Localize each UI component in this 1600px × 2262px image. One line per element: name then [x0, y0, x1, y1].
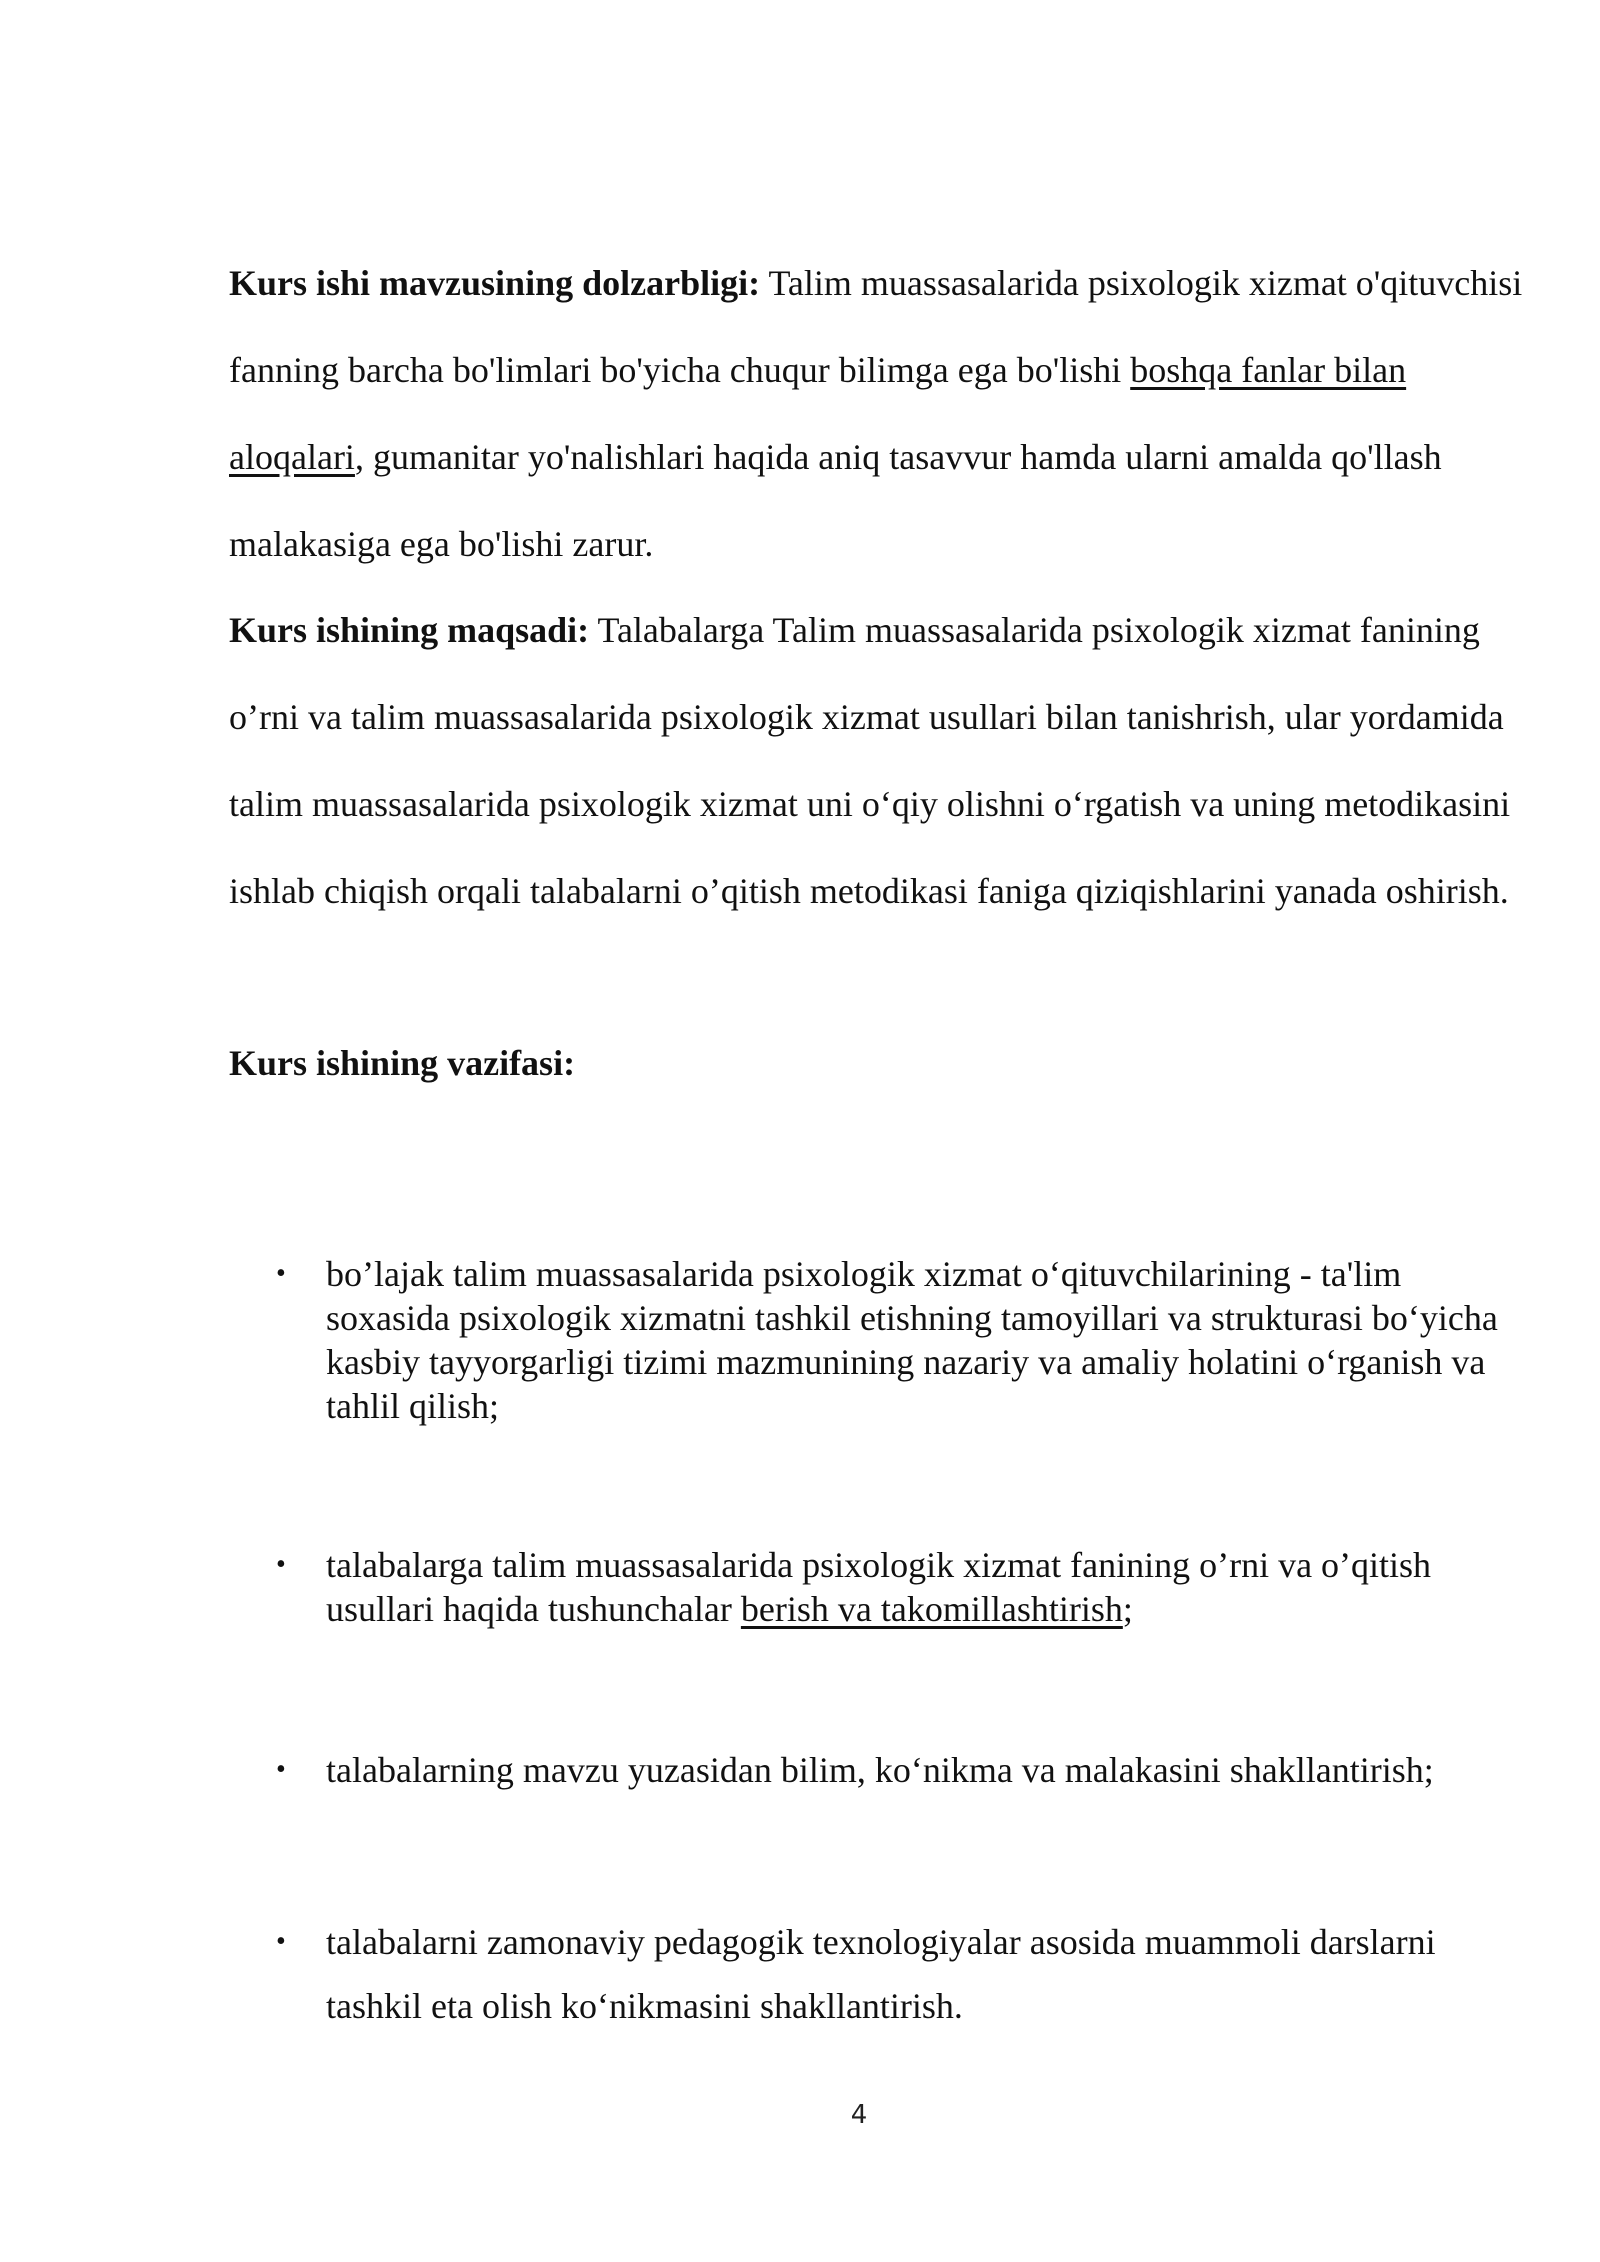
bullet-icon: • — [276, 1926, 286, 1957]
bullet-icon: • — [276, 1754, 286, 1785]
list-item-text-end: ; — [1122, 1589, 1133, 1629]
relevance-text-a: Talim muassasalarida psixologik xizmat o'qituvchisi fanning barcha bo'limlari bo'yicha chuqur bilimga ega bo'lishi — [229, 263, 1523, 390]
relevance-heading: Kurs ishi mavzusining dolzarbligi: — [229, 263, 761, 303]
tasks-paragraph — [229, 1020, 1529, 1107]
page-number: 4 — [850, 2100, 868, 2130]
list-item-link[interactable]: berish va takomillashtirish — [740, 1589, 1123, 1629]
list-item-text: talabalarni zamonaviy pedagogik texnologiyalar asosida muammoli darslarni tashkil eta olish ko‘nikmasini shakllantirish. — [326, 1922, 1436, 2026]
tasks-heading: Kurs ishining vazifasi: — [229, 1043, 576, 1083]
list-item-text-a: talabalarga talim muassasalarida psixologik xizmat fanining o’rni va o’qitish usullari haqida tushunchalar — [326, 1545, 1432, 1629]
list-item-text — [326, 1543, 1526, 1631]
list-item-text: bo’lajak talim muassasalarida psixologik xizmat o‘qituvchilarining - ta'lim soxasida psixologik xizmatni tashkil etishning tamoyillari va strukturasi bo‘yicha kasbiy tayyorgarligi tizimi mazmunining nazariy va amaliy holatini o‘rganish va tahlil qilish; — [326, 1254, 1498, 1426]
goal-text: Talabalarga Talim muassasalarida psixologik xizmat fanining o’rni va talim muassasalarida psixologik xizmat usullari bilan tanishrish, ular yordamida talim muassasalarida psixologik xizmat uni o‘qiy olishni o‘rgatish va uning metodikasini ishlab chiqish orqali talabalarni o’qitish metodikasi faniga qiziqishlarini yanada oshirish. — [229, 610, 1511, 911]
bullet-icon: • — [276, 1258, 286, 1289]
goal-paragraph — [229, 587, 1529, 935]
list-item-text: talabalarning mavzu yuzasidan bilim, ko‘nikma va malakasini shakllantirish; — [326, 1750, 1434, 1790]
relevance-text-b: , gumanitar yo'nalishlari haqida aniq tasavvur hamda ularni amalda qo'llash malakasiga ega bo'lishi zarur. — [229, 437, 1442, 564]
relevance-paragraph — [229, 240, 1529, 588]
goal-heading: Kurs ishining maqsadi: — [229, 610, 590, 650]
bullet-icon: • — [276, 1549, 286, 1580]
relevance-link[interactable]: boshqa fanlar bilan aloqalari — [229, 350, 1407, 477]
